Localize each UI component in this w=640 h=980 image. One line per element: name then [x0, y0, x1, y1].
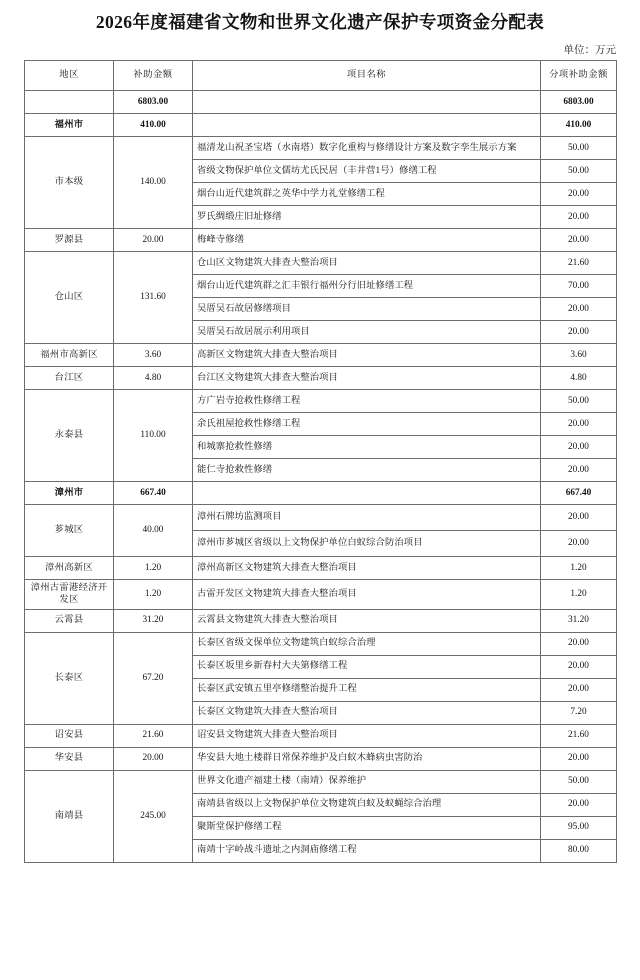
cell-project: 和城寨抢救性修缮 [193, 436, 541, 459]
cell-sub-amount: 20.00 [541, 678, 617, 701]
cell-project: 云霄县文物建筑大排查大整治项目 [193, 609, 541, 632]
cell-project: 世界文化遗产福建土楼（南靖）保养维护 [193, 770, 541, 793]
cell-sub-amount: 7.20 [541, 701, 617, 724]
table-row [25, 367, 617, 390]
cell-region: 诏安县 [25, 724, 114, 747]
cell-amount: 40.00 [114, 505, 193, 557]
cell-sub-amount: 1.20 [541, 580, 617, 610]
cell-project: 方广岩寺抢救性修缮工程 [193, 390, 541, 413]
table-row [25, 229, 617, 252]
cell-sub-amount: 20.00 [541, 459, 617, 482]
cell-sub-amount: 20.00 [541, 747, 617, 770]
cell-project [193, 482, 541, 505]
cell-sub-amount: 20.00 [541, 413, 617, 436]
table-row [25, 557, 617, 580]
cell-project: 漳州市芗城区省级以上文物保护单位白蚁综合防治项目 [193, 531, 541, 557]
cell-sub-amount: 80.00 [541, 839, 617, 862]
cell-sub-amount: 20.00 [541, 436, 617, 459]
cell-amount: 140.00 [114, 137, 193, 229]
cell-region: 长泰区 [25, 632, 114, 724]
cell-project: 长泰区坂里乡新春村大夫第修缮工程 [193, 655, 541, 678]
table-row [25, 770, 617, 793]
cell-sub-amount: 20.00 [541, 321, 617, 344]
cell-sub-amount: 667.40 [541, 482, 617, 505]
cell-project: 漳州高新区文物建筑大排查大整治项目 [193, 557, 541, 580]
cell-amount: 667.40 [114, 482, 193, 505]
cell-sub-amount: 20.00 [541, 505, 617, 531]
cell-project: 古雷开发区文物建筑大排查大整治项目 [193, 580, 541, 610]
cell-region: 南靖县 [25, 770, 114, 862]
cell-project: 吴厝吴石故居修缮项目 [193, 298, 541, 321]
cell-project: 台江区文物建筑大排查大整治项目 [193, 367, 541, 390]
cell-amount: 20.00 [114, 229, 193, 252]
cell-project: 罗氏绸缎庄旧址修缮 [193, 206, 541, 229]
cell-region: 芗城区 [25, 505, 114, 557]
cell-region: 华安县 [25, 747, 114, 770]
cell-region: 漳州高新区 [25, 557, 114, 580]
cell-sub-amount: 20.00 [541, 183, 617, 206]
cell-project: 高新区文物建筑大排查大整治项目 [193, 344, 541, 367]
cell-project [193, 91, 541, 114]
table-row [25, 747, 617, 770]
cell-region [25, 91, 114, 114]
cell-project: 能仁寺抢救性修缮 [193, 459, 541, 482]
unit-label: 单位：万元 [563, 45, 616, 56]
cell-sub-amount: 31.20 [541, 609, 617, 632]
table-row [25, 390, 617, 413]
table-row-city [25, 114, 617, 137]
cell-project: 南靖十字岭战斗遗址之内洞庙修缮工程 [193, 839, 541, 862]
cell-amount: 110.00 [114, 390, 193, 482]
cell-region: 台江区 [25, 367, 114, 390]
cell-project: 福清龙山祝圣宝塔（水南塔）数字化重构与修缮设计方案及数字孪生展示方案 [193, 137, 541, 160]
cell-project: 余氏祖屋抢救性修缮工程 [193, 413, 541, 436]
header-row [25, 61, 617, 91]
cell-project: 华安县大地土楼群日常保养维护及白蚁木蜂病虫害防治 [193, 747, 541, 770]
cell-amount: 31.20 [114, 609, 193, 632]
cell-project: 聚斯堂保护修缮工程 [193, 816, 541, 839]
cell-project: 省级文物保护单位文儒坊尤氏民居（丰井营1号）修缮工程 [193, 160, 541, 183]
table-row [25, 580, 617, 610]
cell-sub-amount: 21.60 [541, 252, 617, 275]
cell-sub-amount: 1.20 [541, 557, 617, 580]
table-row [25, 505, 617, 531]
cell-region: 漳州市 [25, 482, 114, 505]
cell-project: 梅峰寺修缮 [193, 229, 541, 252]
column-header-project: 项目名称 [193, 61, 541, 91]
cell-amount: 245.00 [114, 770, 193, 862]
cell-amount: 1.20 [114, 580, 193, 610]
cell-sub-amount: 50.00 [541, 160, 617, 183]
cell-amount: 6803.00 [114, 91, 193, 114]
column-header-region: 地区 [25, 61, 114, 91]
cell-project: 烟台山近代建筑群之汇丰银行福州分行旧址修缮工程 [193, 275, 541, 298]
cell-project: 仓山区文物建筑大排查大整治项目 [193, 252, 541, 275]
cell-amount: 21.60 [114, 724, 193, 747]
cell-project: 南靖县省级以上文物保护单位文物建筑白蚁及蚁蝇综合治理 [193, 793, 541, 816]
cell-sub-amount: 410.00 [541, 114, 617, 137]
cell-region: 市本级 [25, 137, 114, 229]
table-header [25, 61, 617, 91]
cell-sub-amount: 6803.00 [541, 91, 617, 114]
cell-sub-amount: 20.00 [541, 298, 617, 321]
cell-project: 长泰区武安镇五里亭修缮整治提升工程 [193, 678, 541, 701]
table-row [25, 137, 617, 160]
cell-project: 长泰区文物建筑大排查大整治项目 [193, 701, 541, 724]
cell-sub-amount: 50.00 [541, 390, 617, 413]
cell-amount: 4.80 [114, 367, 193, 390]
cell-region: 永泰县 [25, 390, 114, 482]
cell-region: 仓山区 [25, 252, 114, 344]
cell-project [193, 114, 541, 137]
cell-amount: 67.20 [114, 632, 193, 724]
cell-sub-amount: 95.00 [541, 816, 617, 839]
table-row [25, 344, 617, 367]
cell-sub-amount: 20.00 [541, 206, 617, 229]
cell-sub-amount: 20.00 [541, 229, 617, 252]
cell-amount: 1.20 [114, 557, 193, 580]
column-header-amount: 补助金额 [114, 61, 193, 91]
cell-sub-amount: 20.00 [541, 793, 617, 816]
cell-sub-amount: 3.60 [541, 344, 617, 367]
cell-sub-amount: 70.00 [541, 275, 617, 298]
cell-sub-amount: 20.00 [541, 655, 617, 678]
cell-sub-amount: 20.00 [541, 632, 617, 655]
cell-project: 烟台山近代建筑群之英华中学力礼堂修缮工程 [193, 183, 541, 206]
cell-project: 长泰区省级文保单位文物建筑白蚁综合治理 [193, 632, 541, 655]
cell-project: 漳州石牌坊监测项目 [193, 505, 541, 531]
cell-region: 罗源县 [25, 229, 114, 252]
cell-sub-amount: 21.60 [541, 724, 617, 747]
cell-amount: 3.60 [114, 344, 193, 367]
table-row-city [25, 482, 617, 505]
cell-sub-amount: 20.00 [541, 531, 617, 557]
page-title: 2026年度福建省文物和世界文化遗产保护专项资金分配表 [95, 12, 545, 32]
table-row [25, 632, 617, 655]
table-row [25, 609, 617, 632]
cell-amount: 131.60 [114, 252, 193, 344]
cell-sub-amount: 50.00 [541, 137, 617, 160]
cell-region: 漳州古雷港经济开发区 [25, 580, 114, 610]
table-row [25, 252, 617, 275]
cell-amount: 410.00 [114, 114, 193, 137]
cell-region: 福州市 [25, 114, 114, 137]
cell-region: 福州市高新区 [25, 344, 114, 367]
table-body [25, 91, 617, 863]
cell-project: 诏安县文物建筑大排查大整治项目 [193, 724, 541, 747]
table-row [25, 724, 617, 747]
cell-project: 吴厝吴石故居展示利用项目 [193, 321, 541, 344]
table-row-total [25, 91, 617, 114]
cell-sub-amount: 50.00 [541, 770, 617, 793]
column-header-sub-amount: 分项补助金额 [541, 61, 617, 91]
cell-amount: 20.00 [114, 747, 193, 770]
fund-allocation-table [24, 60, 617, 863]
cell-sub-amount: 4.80 [541, 367, 617, 390]
cell-region: 云霄县 [25, 609, 114, 632]
